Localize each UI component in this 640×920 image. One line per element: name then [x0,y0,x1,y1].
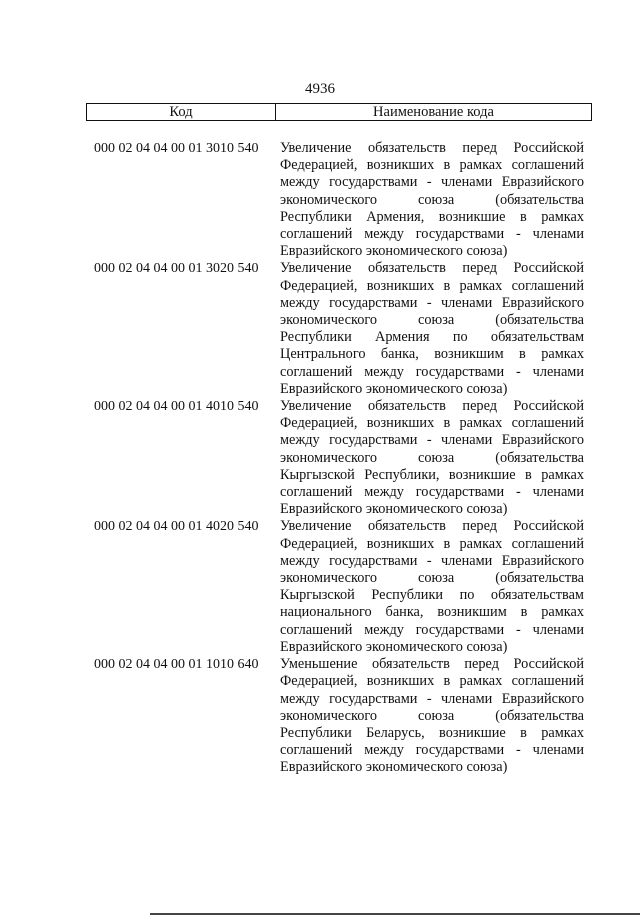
entry-description-line: Увеличение обязательств перед Российской [280,140,584,156]
entry-description-line: между государствами - членами Евразийского [280,552,584,569]
entry-description-line: Федерацией, возникших в рамках соглашений [280,535,584,552]
entry-description-line: между государствами - членами Евразийского [280,294,584,311]
entry-description-line: Республики Армения, возникшие в рамках [280,208,584,225]
list-item [94,518,594,656]
scan-edge-line [150,913,640,915]
list-item [94,260,594,398]
entry-code: 000 02 04 04 00 01 3020 540 [94,261,259,277]
header-name: Наименование кода [373,104,494,120]
entry-description-line: Уменьшение обязательств перед Российской [280,656,584,673]
entry-description-line: Федерацией, возникших в рамках соглашений [280,415,584,432]
entry-description-line: Республики Беларусь, возникшие в рамках [280,724,584,741]
entry-description-line: Увеличение обязательств перед Российской [280,398,584,415]
entry-description [280,518,584,656]
entry-description-line: Евразийского экономического союза) [280,380,508,397]
entry-code: 000 02 04 04 00 01 3010 540 [94,141,259,156]
entry-description-line: национального банка, возникшим в рамках [280,604,584,621]
list-item [94,140,594,260]
entry-description-line: Федерацией, возникших в рамках соглашений [280,277,584,294]
table-header [86,103,592,121]
entry-code: 000 02 04 04 00 01 1010 640 [94,657,259,673]
entry-description-line: Увеличение обязательств перед Российской [280,260,584,277]
entry-description-line: экономического союза (обязательства [280,312,584,329]
entry-description-line: между государствами - членами Евразийского [280,174,584,191]
entry-description-line: соглашений между государствами - членами [280,363,584,380]
code-list [94,140,594,777]
entry-description-line: Федерацией, возникших в рамках соглашений [280,157,584,174]
entry-description-line: Евразийского экономического союза) [280,501,508,518]
entry-description-line: Кыргызской Республики по обязательствам [280,587,584,604]
entry-code: 000 02 04 04 00 01 4020 540 [94,519,259,535]
list-item [94,398,594,518]
entry-description-line: соглашений между государствами - членами [280,621,584,638]
entry-description-line: Увеличение обязательств перед Российской [280,518,584,535]
entry-description-line: экономического союза (обязательства [280,449,584,466]
entry-description-line: Евразийского экономического союза) [280,638,508,655]
entry-description-line: экономического союза (обязательства [280,570,584,587]
entry-description-line: соглашений между государствами - членами [280,742,584,759]
list-item [94,656,594,776]
entry-description-line: Центрального банка, возникшим в рамках [280,346,584,363]
entry-description-line: соглашений между государствами - членами [280,226,584,243]
entry-description [280,656,584,776]
entry-description-line: экономического союза (обязательства [280,707,584,724]
entry-description [280,398,584,518]
page-number: 4936 [305,81,335,97]
entry-description-line: соглашений между государствами - членами [280,484,584,501]
header-code: Код [87,104,276,120]
entry-description-line: Евразийского экономического союза) [280,759,508,776]
entry-description-line: Кыргызской Республики, возникшие в рамках [280,466,584,483]
entry-description-line: Евразийского экономического союза) [280,243,508,260]
entry-code: 000 02 04 04 00 01 4010 540 [94,399,259,415]
entry-description-line: экономического союза (обязательства [280,191,584,208]
entry-description-line: между государствами - членами Евразийского [280,432,584,449]
entry-description-line: Республики Армения по обязательствам [280,329,584,346]
entry-description [280,260,584,398]
entry-description-line: между государствами - членами Евразийского [280,690,584,707]
entry-description-line: Федерацией, возникших в рамках соглашений [280,673,584,690]
entry-description [280,140,584,260]
